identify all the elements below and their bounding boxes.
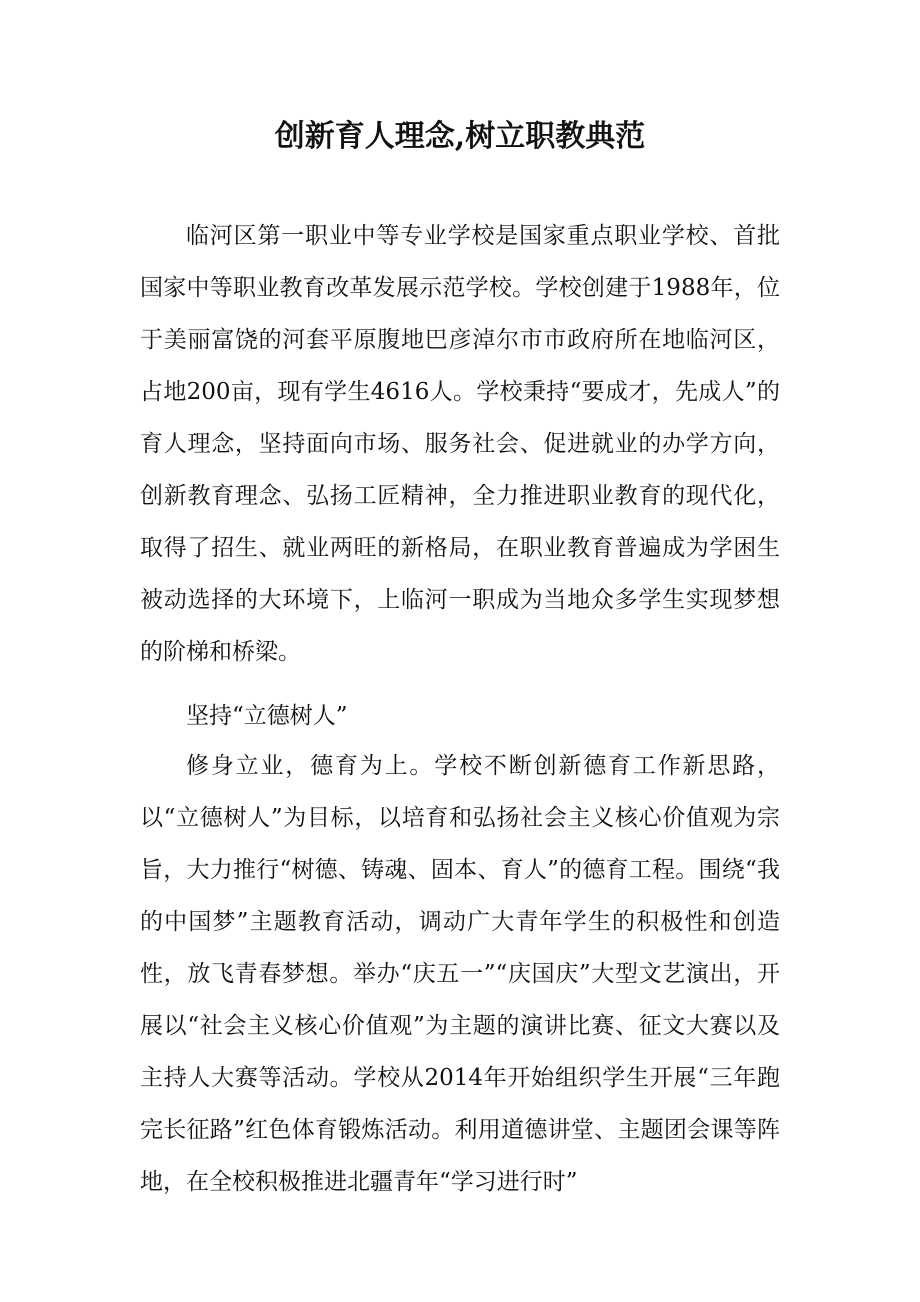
section-heading: 坚持“立德树人” [186, 703, 348, 729]
intro-paragraph: 临河区第一职业中等专业学校是国家重点职业学校、首批国家中等职业教育改革发展示范学校。学校创建于1988年，位于美丽富饶的河套平原腹地巴彦淖尔市市政府所在地临河区，占地200亩，现有学生4616人。学校秉持“要成才，先成人”的育人理念，坚持面向市场、服务社会、促进就业的办学方向，创新教育理念、弘扬工匠精神，全力推进职业教育的现代化，取得了招生、就业两旺的新格局，在职业教育普遍成为学困生被动选择的大环境下，上临河一职成为当地众多学生实现梦想的阶梯和桥梁。 [140, 223, 780, 665]
section-paragraph: 修身立业，德育为上。学校不断创新德育工作新思路，以“立德树人”为目标，以培育和弘扬社会主义核心价值观为宗旨，大力推行“树德、铸魂、固本、育人”的德育工程。围绕“我的中国梦”主题教育活动，调动广大青年学生的积极性和创造性，放飞青春梦想。举办“庆五一”“庆国庆”大型文艺演出，开展以“社会主义核心价值观”为主题的演讲比赛、征文大赛以及主持人大赛等活动。学校从2014年开始组织学生开展“三年跑完长征路”红色体育锻炼活动。利用道德讲堂、主题团会课等阵地，在全校积极推进北疆青年“学习进行时” [140, 753, 780, 1195]
document-title: 创新育人理念,树立职教典范 [274, 119, 646, 154]
